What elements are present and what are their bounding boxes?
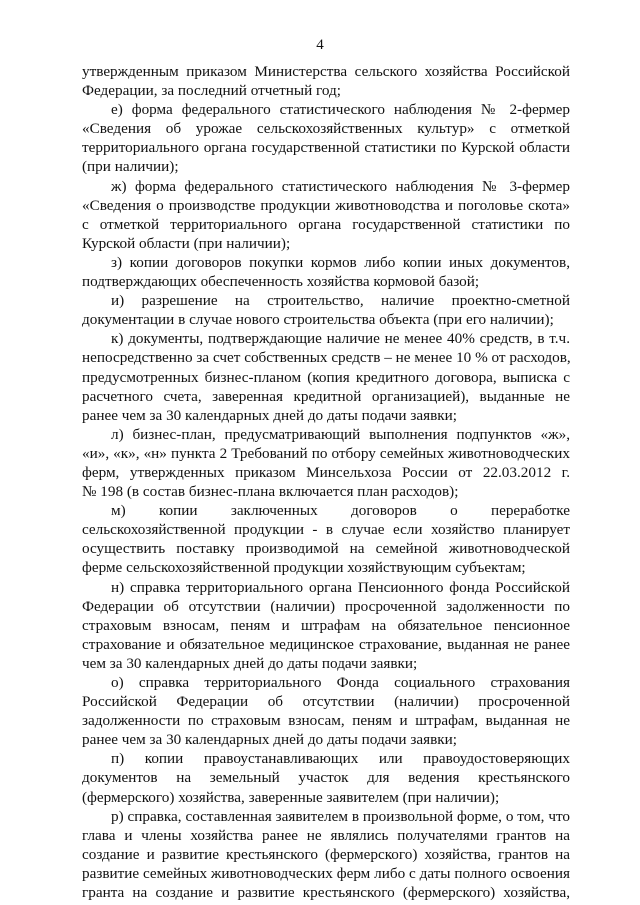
text-line: страховым взносам, пеням и штрафам на обязательное пенсионное [82,616,570,634]
text-line: создание и развитие крестьянского (фермерского) хозяйства, грантов на [82,845,570,863]
paragraph-i [82,291,570,329]
text-line: гранта на создание и развитие крестьянского (фермерского) хозяйства, [82,884,570,902]
text-line: «и», «к», «н» пункта 2 Требований по отбору семейных животноводческих [82,444,570,462]
paragraph-p [82,749,570,806]
text-line: утвержденным приказом Министерства сельского хозяйства Российской [82,63,570,80]
text-line: м) копии заключенных договоров о переработке [111,502,570,520]
text-line: р) справка, составленная заявителем в произвольной форме, о том, что [111,807,570,825]
paragraph-z [82,253,570,291]
text-line: «Сведения о производстве продукции животноводства и поголовье скота» [82,196,570,214]
text-line: ферме сельскохозяйственной продукции хозяйствующим субъектам; [82,559,526,577]
paragraph-zh [82,177,570,253]
text-line: ранее чем за 30 календарных дней до даты подачи заявки; [82,406,457,424]
text-line: е) форма федерального статистического наблюдения № 2-фермер [111,101,570,119]
text-line: страхование и обязательное медицинское страхование, выданная не ранее [82,635,570,653]
text-line: расчетного счета, заверенная кредитной организацией), выданные не [82,387,570,405]
text-line: к) документы, подтверждающие наличие не менее 40% средств, в т.ч. [111,330,570,348]
text-line: с отметкой территориального органа государственной статистики по [82,215,570,233]
paragraph-e [82,100,570,176]
paragraph-o [82,673,570,749]
text-line: з) копии договоров покупки кормов либо копии иных документов, [111,253,570,271]
text-line: глава и члены хозяйства ранее не являлись получателями грантов на [82,826,570,844]
document-body [82,62,570,902]
paragraph-l [82,425,570,501]
text-line: развитие семейных животноводческих ферм либо с даты полного освоения [82,864,570,882]
text-line: непосредственно за счет собственных средств – не менее 10 % от расходов, [82,349,571,367]
text-line: № 198 (в состав бизнес-плана включается план расходов); [82,483,459,501]
text-line: ферм, утвержденных приказом Минсельхоза России от 22.03.2012 г. [82,463,570,481]
text-line: предусмотренных бизнес-планом (копия кредитного договора, выписка с [82,368,570,386]
paragraph-r [82,807,570,902]
text-line: п) копии правоустанавливающих или правоудостоверяющих [111,750,570,768]
paragraph-cont [82,62,570,100]
text-line: Курской области (при наличии); [82,234,291,252]
text-line: (при наличии); [82,158,179,176]
text-line: осуществить поставку производимой на семейной животноводческой [82,540,570,558]
text-line: л) бизнес-план, предусматривающий выполнения подпунктов «ж», [111,425,570,443]
text-line: задолженности по страховым взносам, пеням и штрафам, выданная не [82,712,570,730]
text-line: документации в случае нового строительства объекта (при его наличии); [82,311,554,329]
text-line: и) разрешение на строительство, наличие проектно-сметной [111,292,570,310]
paragraph-m [82,501,570,577]
paragraph-k [82,329,570,424]
text-line: Федерации, за последний отчетный год; [82,82,341,100]
text-line: Российской Федерации об отсутствии (наличии) просроченной [82,693,570,711]
text-line: о) справка территориального Фонда социального страхования [111,674,570,691]
text-line: ранее чем за 30 календарных дней до даты подачи заявки; [82,731,457,749]
text-line: «Сведения об урожае сельскохозяйственных культур» с отметкой [82,120,570,138]
paragraph-n [82,578,570,673]
text-line: чем за 30 календарных дней до даты подачи заявки; [82,654,418,672]
text-line: сельскохозяйственной продукции - в случае если хозяйство планирует [82,521,570,539]
text-line: Федерации об отсутствии (наличии) просроченной задолженности по [82,597,570,615]
page-number: 4 [316,37,324,53]
text-line: ж) форма федерального статистического наблюдения № 3-фермер [111,177,570,195]
text-line: (фермерского) хозяйства, заверенные заявителем (при наличии); [82,788,500,806]
text-line: документов на земельный участок для ведения крестьянского [82,769,570,787]
text-line: территориального органа государственной статистики по Курской области [82,139,570,157]
text-line: подтверждающих обеспеченность хозяйства кормовой базой; [82,273,480,291]
text-line: н) справка территориального органа Пенсионного фонда Российской [111,578,570,596]
